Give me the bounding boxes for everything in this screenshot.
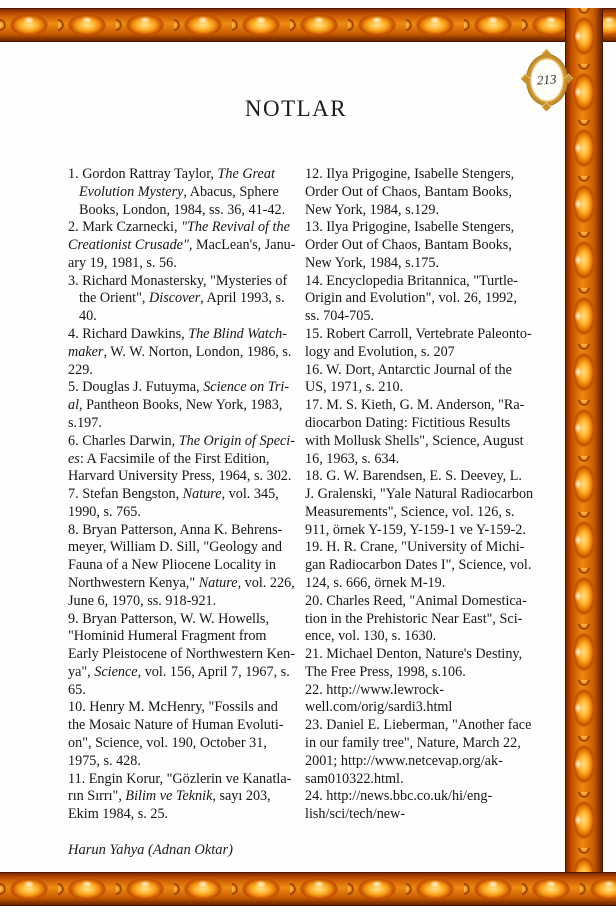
note-line: 7. Stefan Bengston, Nature, vol. 345, [68, 486, 279, 503]
note-line: J. Gralenski, "Yale Natural Radiocarbon [305, 486, 534, 503]
ornate-border-right [565, 8, 603, 906]
note-line: 2. Mark Czarnecki, "The Revival of the [68, 219, 290, 236]
ornate-border-bottom [0, 872, 616, 906]
note-line: s.197. [68, 414, 102, 431]
ornate-border-top [0, 8, 616, 42]
note-line: 20. Charles Reed, "Animal Domestica- [305, 592, 527, 609]
note-line: ss. 704-705. [305, 308, 374, 325]
note-line: 5. Douglas J. Futuyma, Science on Tri- [68, 379, 290, 396]
note-line: 3. Richard Monastersky, "Mysteries of [68, 272, 288, 289]
note-line: 2001; http://www.netcevap.org/ak- [305, 752, 503, 769]
note-line: 16. W. Dort, Antarctic Journal of the [305, 361, 512, 378]
note-line: meyer, William D. Sill, "Geology and [68, 539, 283, 556]
note-line: diocarbon Dating: Fictitious Results [305, 414, 511, 431]
note-line: 15. Robert Carroll, Vertebrate Paleonto- [305, 326, 532, 343]
note-line: 8. Bryan Patterson, Anna K. Behrens- [68, 521, 283, 538]
note-line: Origin and Evolution", vol. 26, 1992, [305, 290, 517, 307]
note-line: 21. Michael Denton, Nature's Destiny, [305, 646, 523, 663]
note-line: 4. Richard Dawkins, The Blind Watch- [68, 326, 287, 343]
note-line: with Mollusk Shells", Science, August [305, 432, 524, 449]
note-line: 40. [79, 308, 97, 325]
note-line: Measurements", Science, vol. 126, s. [305, 503, 515, 520]
notes-column-left [68, 166, 308, 824]
note-line: 16, 1963, s. 634. [305, 450, 400, 467]
note-line: lish/sci/tech/new- [305, 806, 406, 823]
note-line: 124, s. 666, örnek M-19. [305, 574, 446, 591]
notes-column-right [305, 166, 557, 824]
note-line: Order Out of Chaos, Bantam Books, [305, 183, 512, 200]
note-line: maker, W. W. Norton, London, 1986, s. [68, 343, 292, 360]
note-line: the Mosaic Nature of Human Evoluti- [68, 717, 284, 734]
note-line: 23. Daniel E. Lieberman, "Another face [305, 717, 532, 734]
note-line: 13. Ilya Prigogine, Isabelle Stengers, [305, 219, 515, 236]
note-line: The Free Press, 1998, s.106. [305, 663, 466, 680]
note-line: logy and Evolution, s. 207 [305, 343, 455, 360]
ornament-diamond-top-icon [542, 49, 552, 59]
note-line: Evolution Mystery, Abacus, Sphere [79, 183, 279, 200]
note-line: es: A Facsimile of the First Edition, [68, 450, 270, 467]
note-line: 18. G. W. Barendsen, E. S. Deevey, L. [305, 468, 522, 485]
note-line: 911, örnek Y-159, Y-159-1 ve Y-159-2. [305, 521, 526, 538]
note-line: 11. Engin Korur, "Gözlerin ve Kanatla- [68, 770, 292, 787]
note-line: US, 1971, s. 210. [305, 379, 404, 396]
note-line: June 6, 1970, ss. 918-921. [68, 592, 217, 609]
note-line: 12. Ilya Prigogine, Isabelle Stengers, [305, 166, 515, 182]
note-line: 17. M. S. Kieth, G. M. Anderson, "Ra- [305, 397, 525, 414]
note-line: the Orient", Discover, April 1993, s. [79, 290, 285, 307]
note-line: Creationist Crusade", MacLean's, Janu- [68, 237, 296, 254]
note-line: Harvard University Press, 1964, s. 302. [68, 468, 292, 485]
note-line: on", Science, vol. 190, October 31, [68, 735, 267, 751]
note-line: 1975, s. 428. [68, 752, 141, 769]
note-line: New York, 1984, s.175. [305, 254, 440, 271]
note-line: 24. http://news.bbc.co.uk/hi/eng- [305, 788, 493, 805]
note-line: 14. Encyclopedia Britannica, "Turtle- [305, 272, 518, 289]
note-line: ence, vol. 130, s. 1630. [305, 628, 437, 645]
note-line: 6. Charles Darwin, The Origin of Speci- [68, 432, 295, 449]
note-line: 229. [68, 361, 93, 378]
note-line: Books, London, 1984, ss. 36, 41-42. [79, 201, 286, 218]
note-line: Northwestern Kenya," Nature, vol. 226, [68, 574, 295, 591]
note-line: in our family tree", Nature, March 22, [305, 735, 521, 751]
note-line: gan Radiocarbon Dates I", Science, vol. [305, 557, 532, 574]
note-line: "Hominid Humeral Fragment from [68, 628, 267, 645]
note-line: rın Sırrı", Bilim ve Teknik, sayı 203, [68, 788, 271, 805]
note-line: 10. Henry M. McHenry, "Fossils and [68, 699, 278, 716]
note-line: 65. [68, 681, 86, 698]
page-number: 213 [536, 71, 558, 88]
page-title: NOTLAR [244, 96, 348, 121]
note-line: Ekim 1984, s. 25. [68, 806, 169, 823]
note-line: 22. http://www.lewrock- [305, 681, 444, 698]
note-line: 9. Bryan Patterson, W. W. Howells, [68, 610, 269, 627]
ornament-diamond-left-icon [521, 74, 531, 84]
note-line: ya", Science, vol. 156, April 7, 1967, s. [68, 663, 290, 680]
note-line: Early Pleistocene of Northwestern Ken- [68, 646, 295, 663]
note-line: sam010322.html. [305, 770, 404, 787]
note-line: ary 19, 1981, s. 56. [68, 254, 177, 271]
note-line: 1. Gordon Rattray Taylor, The Great [68, 166, 275, 182]
note-line: New York, 1984, s.129. [305, 201, 440, 218]
note-line: well.com/orig/sardi3.html [305, 699, 453, 716]
note-line: al, Pantheon Books, New York, 1983, [68, 397, 283, 414]
author-footer: Harun Yahya (Adnan Oktar) [68, 842, 234, 858]
note-line: 1990, s. 765. [68, 503, 141, 520]
note-line: Fauna of a New Pliocene Locality in [68, 557, 277, 574]
note-line: tion in the Prehistoric Near East", Sci- [305, 610, 523, 627]
note-line: 19. H. R. Crane, "University of Michi- [305, 539, 525, 556]
note-line: Order Out of Chaos, Bantam Books, [305, 237, 512, 254]
